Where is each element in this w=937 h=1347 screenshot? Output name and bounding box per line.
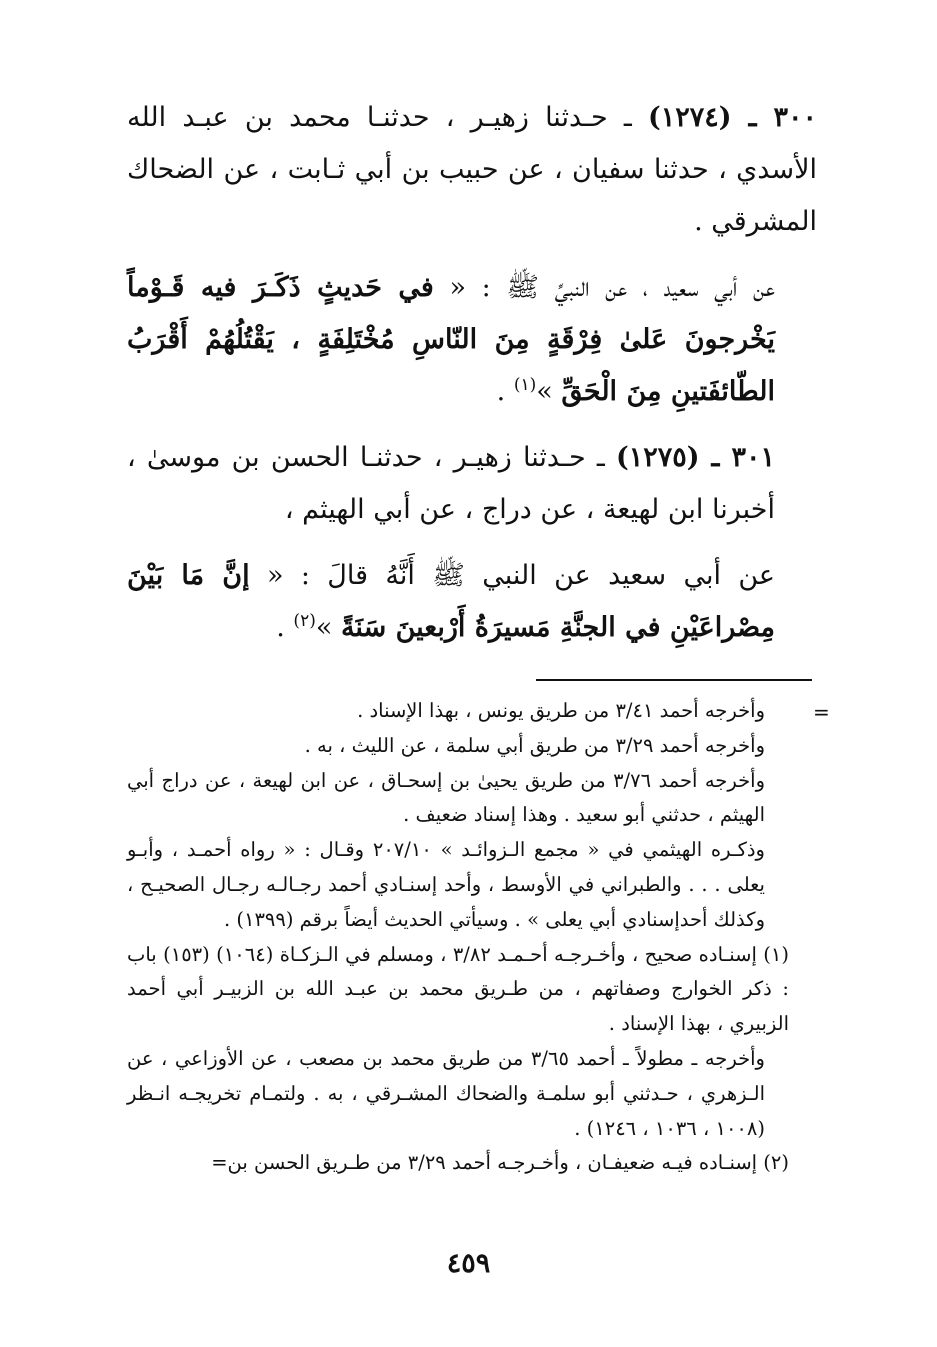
footnote-ref-1[interactable]: (١): [513, 375, 537, 395]
footnotes: [127, 694, 817, 1181]
footnote-line: وأخرجه أحمد ٣/٢٩ من طريق أبي سلمة ، عن الليث ، به .: [304, 733, 765, 757]
hadith-entry-300-chain: [127, 92, 817, 248]
footnote-2-text: (٢) إسنـاده فيـه ضعيفـان ، وأخـرجـه أحمد ٣/٢٩ من طـريق الحسن بن: [227, 1151, 789, 1175]
chain-text: ـ حـدثنا زهيـر ، حدثنـا محمد بن عبـد الله الأسدي ، حدثنا سفيان ، عن حبيب بن أبي ثـابت ، عن الضحاك المشرقي .: [127, 102, 817, 237]
narrator-intro: عن أبي سعيد ، عن النبيِّ ﷺ : «: [433, 272, 775, 303]
close-quote: »: [536, 376, 562, 407]
close-quote: »: [315, 612, 341, 643]
continuation-end-mark: =: [211, 1151, 228, 1175]
footnote-1: (١) إسنـاده صحيح ، وأخـرجـه أحـمـد ٣/٨٢ ، ومسلم في الـزكـاة (١٠٦٤) (١٥٣) باب : ذكر الخوارج وصفاتهم ، من طـريق محمد بن عبـد الله بن الزبيـر أبي أحمد الزبيري ، بهذا الإسناد .: [127, 942, 789, 1036]
hadith-entry-300-matn: [127, 262, 817, 418]
hadith-text: في حَديثٍ ذَكَـرَ فيه قَـوْماً يَخْرجونَ عَلىٰ فِرْقَةٍ مِنَ النّاسِ مُخْتَلِفَةٍ ، يَقْتُلُهُمْ أَقْرَبُ الطّائفَتينِ مِنَ الْحَقِّ: [127, 272, 775, 407]
continuation-mark: =: [813, 700, 830, 724]
narrator-intro: عن أبي سعيد عن النبي ﷺ أَنَّهُ قالَ : «: [249, 560, 775, 591]
main-text: [127, 92, 817, 654]
hadith-entry-301-chain: [127, 432, 817, 536]
end-punct: .: [276, 612, 294, 643]
chain-text: ـ حـدثنا زهيـر ، حدثنـا الحسن بن موسىٰ ، أخبرنا ابن لهيعة ، عن دراج ، عن أبي الهيثم ،: [127, 442, 775, 525]
footnote-line: وأخرجه أحمد ٣/٤١ من طريق يونس ، بهذا الإسناد .: [357, 699, 765, 722]
footnote-2: [127, 1146, 817, 1181]
entry-number: ٣٠١ ـ (١٢٧٥): [615, 442, 775, 473]
footnote-line: وأخرجه أحمد ٣/٧٦ من طريق يحيىٰ بن إسحـاق ، عن ابن لهيعة ، عن دراج أبي الهيثم ، حدثني أبو سعيد . وهذا إسناد ضعيف .: [127, 768, 765, 827]
end-punct: .: [496, 376, 514, 407]
footnote-divider: [536, 679, 812, 681]
page-number: ٤٥٩: [446, 1248, 491, 1279]
entry-number: ٣٠٠ ـ (١٢٧٤): [648, 102, 817, 133]
footnote-ref-2[interactable]: (٢): [293, 611, 316, 631]
footnote-line: وأخرجه ـ مطولاً ـ أحمد ٣/٦٥ من طريق محمد بن مصعب ، عن الأوزاعي ، عن الـزهري ، حـدثني أبو سلمـة والضحاك المشـرقي ، به . ولتمـام تخريجـه انـظر (١٠٠٨ ، ١٠٣٦ ، ١٢٤٦) .: [127, 1046, 765, 1140]
footnote-line: وذكـره الهيثمي في « مجمع الـزوائـد » ٢٠٧/١٠ وقـال : « رواه أحمـد ، وأبـو يعلى . . . والطبراني في الأوسط ، وأحد إسنـادي أحمد رجـالـه رجـال الصحيـح ، وكذلك أحدإسنادي أبي يعلى » . وسيأتي الحديث أيضاً برقم (١٣٩٩) .: [127, 838, 765, 931]
hadith-entry-301-matn: [127, 550, 817, 654]
hadith-text: إنَّ مَا بَيْنَ مِصْراعَيْنِ في الجنَّةِ مَسيرَةُ أَرْبعينَ سَنَةً: [127, 560, 775, 643]
